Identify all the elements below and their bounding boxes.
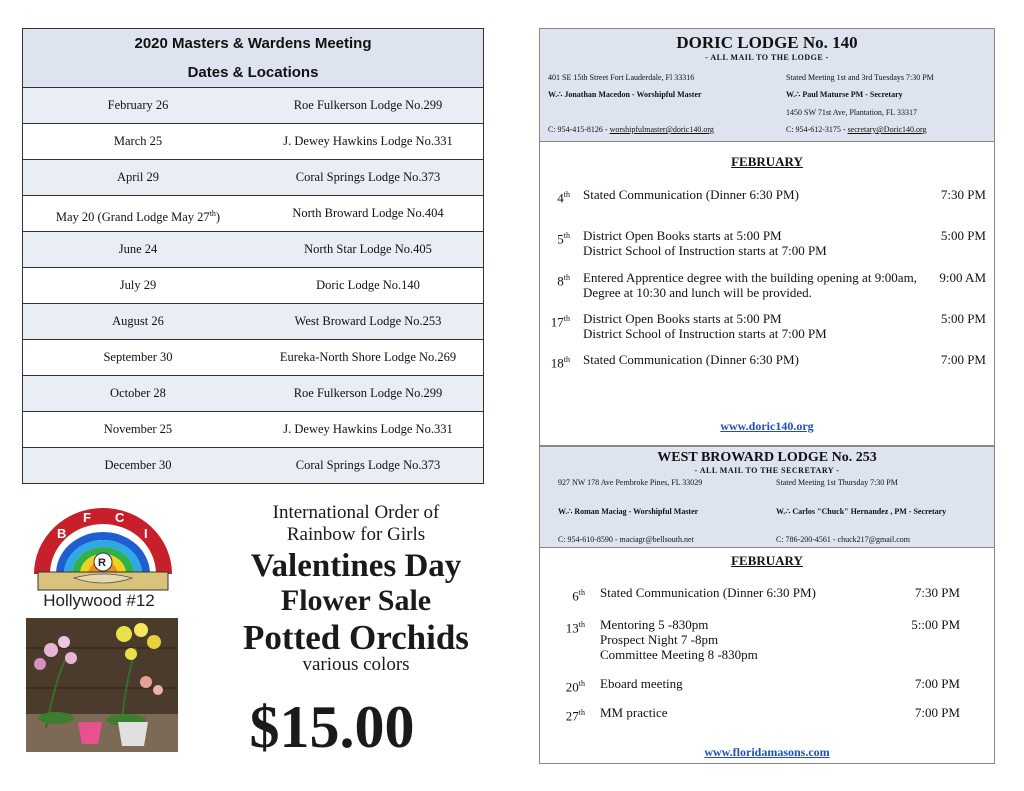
west-broward-address: 927 NW 178 Ave Pembroke Pines, FL 33029 — [558, 478, 703, 487]
doric-master-contact — [548, 125, 714, 134]
flyer-org-line1: International Order of — [272, 502, 440, 523]
table-row — [23, 447, 483, 483]
event-line: MM practice — [600, 705, 668, 720]
meeting-date — [23, 448, 253, 483]
west-broward-month-heading: FEBRUARY — [731, 553, 803, 568]
event-description — [583, 187, 928, 202]
table-subtitle: Dates & Locations — [187, 64, 319, 81]
event-day — [555, 585, 585, 603]
meeting-date — [23, 196, 253, 231]
meeting-lodge: Roe Fulkerson Lodge No.299 — [293, 386, 443, 400]
meeting-lodge: North Star Lodge No.405 — [304, 242, 432, 256]
event-day-suffix: th — [563, 273, 570, 282]
event-day — [540, 187, 570, 205]
table-row — [23, 267, 483, 303]
event-day — [540, 270, 570, 288]
event-day-suffix: th — [563, 355, 570, 364]
meeting-date — [23, 412, 253, 447]
flyer-title-line3: Potted Orchids — [243, 618, 469, 657]
table-row — [23, 411, 483, 447]
event-day-suffix: th — [578, 679, 585, 688]
table-body — [23, 88, 483, 483]
meeting-date-text: July 29 — [119, 278, 157, 292]
logo-letter-c: C — [115, 510, 125, 525]
west-broward-lodge-panel — [539, 446, 995, 764]
event-day — [540, 228, 570, 246]
meeting-lodge: North Broward Lodge No.404 — [292, 206, 444, 220]
west-broward-master-contact: C: 954-610-8590 - maciagr@bellsouth.net — [558, 535, 694, 544]
event-day-suffix: th — [563, 190, 570, 199]
west-broward-header — [540, 447, 994, 548]
event-description — [583, 270, 928, 300]
event-day-number: 18 — [550, 355, 564, 371]
flyer-price: $15.00 — [249, 694, 415, 760]
meeting-date — [23, 232, 253, 267]
event-line: Eboard meeting — [600, 676, 683, 691]
meeting-lodge: Eureka-North Shore Lodge No.269 — [279, 350, 457, 364]
event-description — [583, 352, 928, 367]
event-description — [600, 585, 890, 600]
doric-lodge-panel — [539, 28, 995, 446]
event-day-suffix: th — [578, 708, 585, 717]
logo-letter-b: B — [57, 526, 67, 541]
meeting-lodge: Doric Lodge No.140 — [316, 278, 420, 292]
event-line: District Open Books starts at 5:00 PM — [583, 228, 782, 243]
event-day-number: 27 — [565, 708, 579, 724]
event-day — [555, 617, 585, 635]
event-day-number: 13 — [565, 620, 579, 636]
event-day-number: 4 — [557, 190, 564, 206]
table-row — [23, 339, 483, 375]
meeting-date — [23, 268, 253, 303]
event-line: Stated Communication (Dinner 6:30 PM) — [583, 352, 799, 367]
event-time: 7:30 PM — [914, 585, 960, 600]
table-row — [23, 159, 483, 195]
event-day-number: 17 — [550, 314, 564, 330]
event-day-suffix: th — [563, 231, 570, 240]
west-broward-master: W.∴ Roman Maciag - Worshipful Master — [558, 507, 699, 516]
table-row — [23, 123, 483, 159]
meeting-date — [23, 124, 253, 159]
west-broward-secretary: W.∴ Carlos "Chuck" Hernandez , PM - Secretary — [776, 507, 947, 516]
table-row — [23, 88, 483, 123]
event-time: 7:30 PM — [940, 187, 986, 202]
doric-title: DORIC LODGE No. 140 — [676, 33, 858, 52]
event-line: Mentoring 5 -830pm — [600, 617, 709, 632]
event-line: District School of Instruction starts at 7:00 PM — [583, 243, 827, 258]
meeting-date-text: February 26 — [107, 98, 169, 112]
event-day — [540, 352, 570, 370]
event-line: Degree at 10:30 and lunch will be provided. — [583, 285, 812, 300]
meeting-lodge: J. Dewey Hawkins Lodge No.331 — [283, 422, 453, 436]
event-day — [540, 311, 570, 329]
event-description — [583, 228, 928, 258]
table-row — [23, 303, 483, 339]
flyer-org-line2: Rainbow for Girls — [286, 524, 426, 545]
event-time: 9:00 AM — [939, 270, 986, 285]
meeting-date-text: April 29 — [116, 170, 159, 184]
meeting-lodge: Coral Springs Lodge No.373 — [295, 458, 441, 472]
event-time: 7:00 PM — [914, 676, 960, 691]
masters-wardens-table — [22, 28, 484, 484]
event-description — [600, 617, 890, 662]
meeting-date-text: September 30 — [103, 350, 173, 364]
event-day-suffix: th — [578, 620, 585, 629]
west-broward-website-link[interactable]: www.floridamasons.com — [704, 745, 830, 759]
meeting-date — [23, 304, 253, 339]
logo-letter-i: I — [144, 526, 148, 541]
event-day — [555, 705, 585, 723]
west-broward-mail-note: - ALL MAIL TO THE SECRETARY - — [694, 466, 840, 475]
doric-mail-note: - ALL MAIL TO THE LODGE - — [705, 53, 829, 62]
meeting-date — [23, 160, 253, 195]
event-time: 7:00 PM — [940, 352, 986, 367]
west-broward-title: WEST BROWARD LODGE No. 253 — [657, 450, 877, 465]
table-header — [23, 29, 483, 88]
meeting-date-text: December 30 — [104, 458, 172, 472]
table-row — [23, 195, 483, 231]
doric-website-link[interactable]: www.doric140.org — [720, 419, 814, 433]
doric-master: W.∴ Jonathan Macedon - Worshipful Master — [548, 90, 702, 99]
meeting-date-text: June 24 — [118, 242, 158, 256]
meeting-date-text: November 25 — [103, 422, 173, 436]
meeting-lodge: Roe Fulkerson Lodge No.299 — [293, 98, 443, 112]
doric-master-phone: C: 954-415-8126 - — [548, 125, 610, 134]
event-line: Stated Communication (Dinner 6:30 PM) — [600, 585, 816, 600]
event-day-suffix: th — [578, 588, 585, 597]
doric-secretary-phone: C: 954-612-3175 - — [786, 125, 848, 134]
event-description — [583, 311, 928, 341]
event-line: District School of Instruction starts at 7:00 PM — [583, 326, 827, 341]
event-line: Prospect Night 7 -8pm — [600, 632, 719, 647]
meeting-lodge: J. Dewey Hawkins Lodge No.331 — [283, 134, 453, 148]
event-line: Entered Apprentice degree with the building opening at 9:00am, — [583, 270, 917, 285]
logo-caption: Hollywood #12 — [43, 591, 155, 610]
west-broward-secretary-contact: C: 786-200-4561 - chuck217@gmail.com — [776, 535, 911, 544]
logo-letter-r: R — [98, 557, 106, 569]
doric-address: 401 SE 15th Street Fort Lauderdale, Fl 33316 — [548, 73, 695, 82]
event-line: Stated Communication (Dinner 6:30 PM) — [583, 187, 799, 202]
meeting-date-text: October 28 — [110, 386, 166, 400]
doric-month-heading: FEBRUARY — [731, 154, 803, 169]
event-line: District Open Books starts at 5:00 PM — [583, 311, 782, 326]
meeting-lodge: West Broward Lodge No.253 — [294, 314, 442, 328]
meeting-date — [23, 340, 253, 375]
event-description — [600, 705, 890, 720]
meeting-date-text: August 26 — [112, 314, 164, 328]
doric-secretary: W.∴ Paul Maturse PM - Secretary — [786, 90, 903, 99]
flyer-title-line2: Flower Sale — [280, 584, 432, 617]
event-day-number: 6 — [572, 588, 579, 604]
meeting-date-text: March 25 — [113, 134, 163, 148]
table-row — [23, 375, 483, 411]
event-day-number: 20 — [565, 679, 579, 695]
doric-secretary-contact — [786, 125, 927, 134]
meeting-date-text: May 20 (Grand Lodge May 27 — [55, 210, 210, 225]
meeting-date-close: ) — [215, 210, 221, 225]
west-broward-stated-meeting: Stated Meeting 1st Thursday 7:30 PM — [776, 478, 898, 487]
table-row — [23, 231, 483, 267]
event-time: 5::00 PM — [911, 617, 960, 632]
doric-stated-meeting: Stated Meeting 1st and 3rd Tuesdays 7:30 PM — [786, 73, 934, 82]
doric-header — [540, 29, 994, 142]
event-line: Committee Meeting 8 -830pm — [600, 647, 758, 662]
orchid-photo — [26, 618, 178, 752]
event-time: 5:00 PM — [940, 228, 986, 243]
doric-master-email-link[interactable]: worshipfulmaster@doric140.org — [609, 125, 714, 134]
orchid-sale-flyer — [22, 498, 492, 768]
event-day-suffix: th — [563, 314, 570, 323]
event-day-number: 8 — [557, 273, 564, 289]
event-day — [555, 676, 585, 694]
logo-letter-f: F — [83, 510, 91, 525]
event-description — [600, 676, 890, 691]
flyer-title-line1: Valentines Day — [250, 548, 462, 584]
event-day-number: 5 — [557, 231, 564, 247]
doric-secretary-address: 1450 SW 71st Ave, Plantation, FL 33317 — [786, 108, 917, 117]
event-time: 5:00 PM — [940, 311, 986, 326]
flyer-subtitle: various colors — [302, 654, 410, 675]
meeting-date — [23, 376, 253, 411]
event-time: 7:00 PM — [914, 705, 960, 720]
doric-secretary-email-link[interactable]: secretary@Doric140.org — [847, 125, 927, 134]
meeting-lodge: Coral Springs Lodge No.373 — [295, 170, 441, 184]
meeting-date — [23, 88, 253, 123]
table-title: 2020 Masters & Wardens Meeting — [134, 35, 372, 52]
meeting-date-suffix: th — [209, 209, 216, 218]
